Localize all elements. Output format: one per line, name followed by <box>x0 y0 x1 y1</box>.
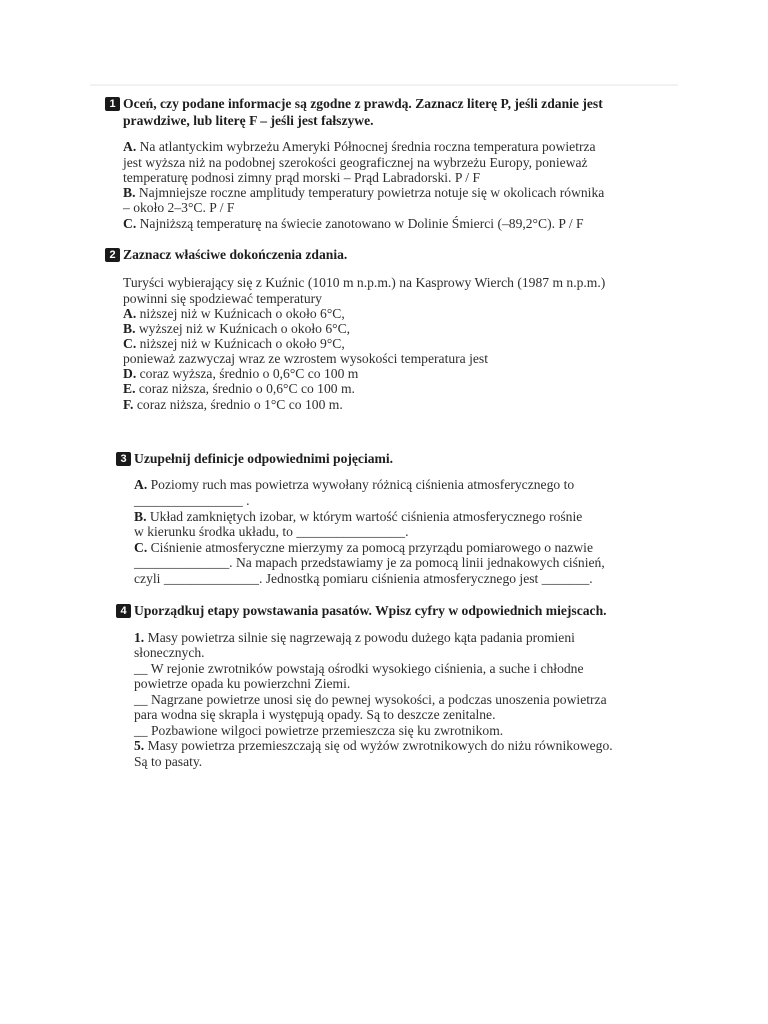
task-4-line: powietrze opada ku powierzchni Ziemi. <box>134 676 351 691</box>
task-number-4: 4 <box>116 604 131 618</box>
task-2-line: D. coraz wyższa, średnio o 0,6°C co 100 m <box>123 366 359 381</box>
task-4-heading: Uporządkuj etapy powstawania pasatów. Wpisz cyfry w odpowiednich miejscach. <box>134 603 607 618</box>
task-2-line: ponieważ zazwyczaj wraz ze wzrostem wysokości temperatura jest <box>123 351 488 366</box>
task-2-line: B. wyższej niż w Kuźnicach o około 6°C, <box>123 321 351 336</box>
task-3-line: ______________. Na mapach przedstawiamy je za pomocą linii jednakowych ciśnień, <box>134 555 605 570</box>
task-1-line: B. Najmniejsze roczne amplitudy temperatury powietrza notuje się w okolicach równika <box>123 185 605 200</box>
task-2-line: Turyści wybierający się z Kuźnic (1010 m n.p.m.) na Kasprowy Wierch (1987 m n.p.m.) <box>123 275 606 290</box>
task-4-line: __ Pozbawione wilgoci powietrze przemieszcza się ku zwrotnikom. <box>134 723 504 738</box>
task-3-line: B. Układ zamkniętych izobar, w którym wartość ciśnienia atmosferycznego rośnie <box>134 509 583 524</box>
task-3-line: C. Ciśnienie atmosferyczne mierzymy za pomocą przyrządu pomiarowego o nazwie <box>134 540 593 555</box>
task-1-line: jest wyższa niż na podobnej szerokości geograficznej na wybrzeżu Europy, ponieważ <box>123 155 588 170</box>
task-2-line: C. niższej niż w Kuźnicach o około 9°C, <box>123 336 345 351</box>
task-1-line: C. Najniższą temperaturę na świecie zanotowano w Dolinie Śmierci (–89,2°C). P / F <box>123 216 584 231</box>
task-3-line: czyli ______________. Jednostką pomiaru ciśnienia atmosferycznego jest _______. <box>134 571 593 586</box>
task-number-1: 1 <box>105 97 120 111</box>
task-3-line: A. Poziomy ruch mas powietrza wywołany różnicą ciśnienia atmosferycznego to <box>134 477 575 492</box>
task-4-line: __ Nagrzane powietrze unosi się do pewnej wysokości, a podczas unoszenia powietrza <box>134 692 607 707</box>
task-4-line: Są to pasaty. <box>134 754 203 769</box>
task-number-3: 3 <box>116 452 131 466</box>
task-1-line: – około 2–3°C. P / F <box>123 200 235 215</box>
task-4-line: para wodna się skrapla i występują opady. Są to deszcze zenitalne. <box>134 707 496 722</box>
task-1-heading-line-2: prawdziwe, lub literę F – jeśli jest fałszywe. <box>123 113 374 128</box>
task-3-line: w kierunku środka układu, to ________________. <box>134 524 409 539</box>
task-4-line: __ W rejonie zwrotników powstają ośrodki wysokiego ciśnienia, a suche i chłodne <box>134 661 584 676</box>
task-3-line: ________________ . <box>134 493 250 508</box>
task-2-line: F. coraz niższa, średnio o 1°C co 100 m. <box>123 397 343 412</box>
task-2-line: E. coraz niższa, średnio o 0,6°C co 100 m. <box>123 381 355 396</box>
task-1-heading-line-1: Oceń, czy podane informacje są zgodne z prawdą. Zaznacz literę P, jeśli zdanie jest <box>123 96 603 111</box>
task-2-heading: Zaznacz właściwe dokończenia zdania. <box>123 247 348 262</box>
task-4-line: 1. Masy powietrza silnie się nagrzewają z powodu dużego kąta padania promieni <box>134 630 575 645</box>
task-1-line: temperaturę podnosi zimny prąd morski – Prąd Labradorski. P / F <box>123 170 481 185</box>
task-4-line: 5. Masy powietrza przemieszczają się od wyżów zwrotnikowych do niżu równikowego. <box>134 738 613 753</box>
task-number-2: 2 <box>105 248 120 262</box>
task-4-line: słonecznych. <box>134 645 205 660</box>
task-1-line: A. Na atlantyckim wybrzeżu Ameryki Północnej średnia roczna temperatura powietrza <box>123 139 596 154</box>
task-2-line: A. niższej niż w Kuźnicach o około 6°C, <box>123 306 345 321</box>
task-2-line: powinni się spodziewać temperatury <box>123 291 322 306</box>
task-3-heading: Uzupełnij definicje odpowiednimi pojęciami. <box>134 451 394 466</box>
page-top-edge <box>90 84 678 86</box>
